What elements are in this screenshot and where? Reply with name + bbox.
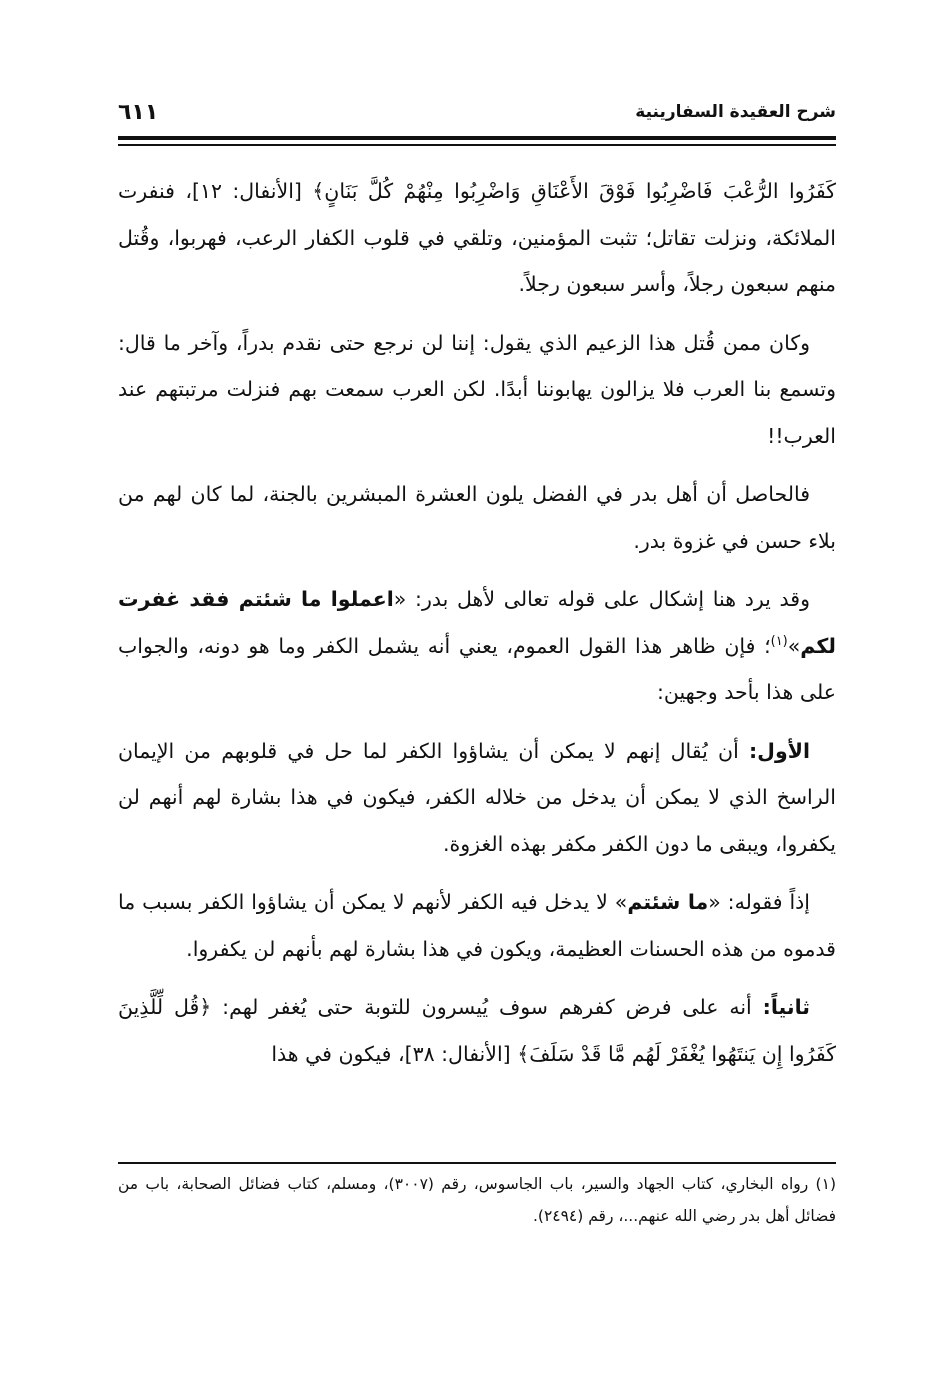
paragraph-2 (118, 320, 836, 460)
main-text (118, 168, 836, 1089)
paragraph-6 (118, 879, 836, 972)
page-header (118, 100, 836, 132)
point-label: ثانياً: (762, 995, 810, 1019)
footnote-reference[interactable]: (١) (770, 633, 788, 649)
paragraph-7 (118, 984, 836, 1077)
hadith-quote: اعملوا ما شئتم فقد غفرت لكم (118, 587, 836, 658)
footnote-1: (١) رواه البخاري، كتاب الجهاد والسير، باب الجاسوس، رقم (٣٠٠٧)، ومسلم، كتاب فضائل الصحابة، باب من فضائل أهل بدر رضي الله عنهم...، رقم (٢٤٩٤). (118, 1175, 836, 1225)
paragraph-text: وقد يرد هنا إشكال على قوله تعالى لأهل بدر: « (393, 587, 811, 611)
paragraph-1 (118, 168, 836, 308)
paragraph-text: فالحاصل أن أهل بدر في الفضل يلون العشرة المبشرين بالجنة، لما كان لهم من بلاء حسن في غزوة بدر. (118, 482, 836, 553)
footnote-rule (118, 1162, 836, 1164)
running-title: شرح العقيدة السفارينية (635, 102, 836, 122)
point-label: الأول: (748, 738, 810, 763)
paragraph-text: إذاً فقوله: « (708, 890, 810, 914)
footnotes (118, 1168, 836, 1232)
paragraph-5 (118, 728, 836, 868)
page-number: ٦١١ (118, 100, 159, 125)
paragraph-text: ؛ فإن ظاهر هذا القول العموم، يعني أنه يشمل الكفر وما هو دونه، والجواب على هذا بأحد وجهين: (118, 633, 836, 704)
paragraph-4 (118, 576, 836, 716)
verse-reference: [الأنفال: ٣٨] (404, 1041, 511, 1066)
header-rule-thick (118, 136, 836, 140)
paragraph-text: ، فنفرت الملائكة، ونزلت تقاتل؛ تثبت المؤمنين، وتلقي في قلوب الكفار الرعب، فهربوا، وقُتل منهم سبعون رجلاً، وأسر سبعون رجلاً. (118, 179, 836, 296)
paragraph-3 (118, 471, 836, 564)
hadith-quote: ما شئتم (627, 890, 709, 914)
paragraph-text: أنه على فرض كفرهم سوف يُيسرون للتوبة حتى يُغفر لهم: (211, 995, 763, 1019)
paragraph-text: أن يُقال إنهم لا يمكن أن يشاؤوا الكفر لما حل في قلوبهم من الإيمان الراسخ الذي لا يمكن أن يدخل من خلاله الكفر، فيكون في هذا بشارة لهم أنهم لن يكفروا، ويبقى ما دون الكفر مكفر بهذه الغزوة. (118, 738, 836, 856)
paragraph-text: وكان ممن قُتل هذا الزعيم الذي يقول: إننا لن نرجع حتى نقدم بدراً، وآخر ما قال: وتسمع بنا العرب فلا يزالون يهابوننا أبدًا. لكن العرب سمعت بهم فنزلت مرتبتهم عند العرب!! (118, 330, 836, 448)
quran-verse: كَفَرُوا الرُّعْبَ فَاضْرِبُوا فَوْقَ الأَعْنَاقِ وَاضْرِبُوا مِنْهُمْ كُلَّ بَنَانٍ﴾ (312, 179, 836, 203)
paragraph-text: » لا يدخل فيه الكفر لأنهم لا يمكن أن يشاؤوا الكفر بسبب ما قدموه من هذه الحسنات العظيمة، ويكون في هذا بشارة لهم بأنهم لن يكفروا. (118, 890, 836, 961)
quote-close: » (787, 633, 801, 658)
quran-verse: ﴿قُل لِّلَّذِينَ كَفَرُوا إِن يَنتَهُوا يُغْفَرْ لَهُم مَّا قَدْ سَلَفَ﴾ (118, 995, 836, 1066)
paragraph-text: ، فيكون في هذا (271, 1041, 405, 1066)
header-rule-thin (118, 144, 836, 146)
verse-reference: [الأنفال: ١٢] (191, 179, 302, 203)
